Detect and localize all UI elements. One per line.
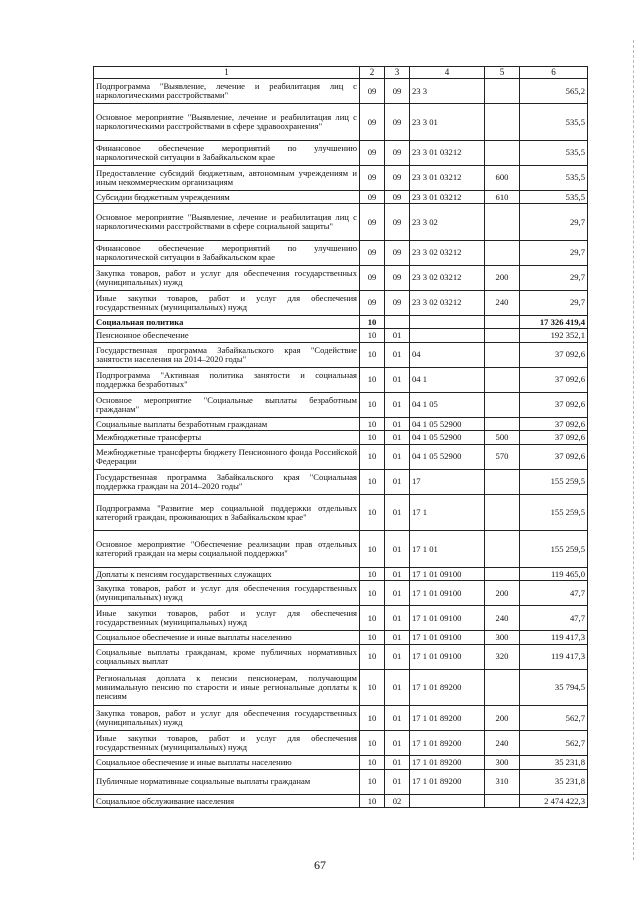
section-code-cell: 10 <box>360 769 385 794</box>
item-name-cell: Основное мероприятие "Обеспечение реализации прав отдельных категорий граждан на меры социальной поддержки" <box>94 531 360 568</box>
amount-cell: 35 231,8 <box>520 769 588 794</box>
subsection-code-cell: 01 <box>385 731 410 756</box>
expense-type-cell <box>485 329 520 343</box>
table-row <box>94 140 588 165</box>
amount-cell: 37 092,6 <box>520 417 588 431</box>
amount-cell: 29,7 <box>520 290 588 315</box>
target-article-cell: 23 3 02 <box>410 204 485 241</box>
expense-type-cell <box>485 494 520 531</box>
target-article-cell: 17 1 01 09100 <box>410 567 485 581</box>
target-article-cell: 17 1 01 89200 <box>410 669 485 706</box>
expense-type-cell: 200 <box>485 581 520 606</box>
item-name-cell: Доплаты к пенсиям государственных служащих <box>94 567 360 581</box>
expense-type-cell <box>485 392 520 417</box>
expense-type-cell: 610 <box>485 190 520 204</box>
budget-table-body <box>94 67 588 808</box>
amount-cell: 535,5 <box>520 165 588 190</box>
target-article-cell: 17 1 01 <box>410 531 485 568</box>
section-code-cell: 10 <box>360 756 385 770</box>
item-name-cell: Финансовое обеспечение мероприятий по улучшению наркологической ситуации в Забайкальском крае <box>94 240 360 265</box>
item-name-cell: Финансовое обеспечение мероприятий по улучшению наркологической ситуации в Забайкальском крае <box>94 140 360 165</box>
item-name-cell: Закупка товаров, работ и услуг для обеспечения государственных (муниципальных) нужд <box>94 265 360 290</box>
section-code-cell: 10 <box>360 669 385 706</box>
page-number: 67 <box>314 858 326 872</box>
table-row <box>94 315 588 329</box>
expense-type-cell <box>485 417 520 431</box>
table-row <box>94 769 588 794</box>
target-article-cell: 04 1 05 52900 <box>410 417 485 431</box>
target-article-cell: 04 <box>410 342 485 367</box>
table-row <box>94 567 588 581</box>
amount-cell: 535,5 <box>520 104 588 141</box>
subsection-code-cell: 09 <box>385 104 410 141</box>
table-row <box>94 240 588 265</box>
subsection-code-cell: 01 <box>385 769 410 794</box>
section-code-cell: 10 <box>360 606 385 631</box>
expense-type-cell <box>485 367 520 392</box>
target-article-cell: 23 3 02 03212 <box>410 265 485 290</box>
amount-cell: 37 092,6 <box>520 367 588 392</box>
header-cell: 5 <box>485 67 520 79</box>
amount-cell: 37 092,6 <box>520 392 588 417</box>
amount-cell: 35 794,5 <box>520 669 588 706</box>
target-article-cell <box>410 315 485 329</box>
item-name-cell: Подпрограмма "Активная политика занятости и социальная поддержка безработных" <box>94 367 360 392</box>
expense-type-cell: 240 <box>485 606 520 631</box>
amount-cell: 562,7 <box>520 731 588 756</box>
target-article-cell: 04 1 05 <box>410 392 485 417</box>
item-name-cell: Основное мероприятие "Социальные выплаты безработным гражданам" <box>94 392 360 417</box>
item-name-cell: Социальное обеспечение и иные выплаты населению <box>94 631 360 645</box>
target-article-cell: 17 1 01 09100 <box>410 644 485 669</box>
section-code-cell: 10 <box>360 581 385 606</box>
item-name-cell: Иные закупки товаров, работ и услуг для обеспечения государственных (муниципальных) нужд <box>94 290 360 315</box>
table-row <box>94 367 588 392</box>
subsection-code-cell: 09 <box>385 290 410 315</box>
subsection-code-cell: 01 <box>385 567 410 581</box>
item-name-cell: Межбюджетные трансферты бюджету Пенсионного фонда Российской Федерации <box>94 444 360 469</box>
item-name-cell: Иные закупки товаров, работ и услуг для обеспечения государственных (муниципальных) нужд <box>94 606 360 631</box>
section-code-cell: 09 <box>360 240 385 265</box>
target-article-cell: 23 3 01 03212 <box>410 165 485 190</box>
subsection-code-cell: 01 <box>385 531 410 568</box>
amount-cell: 192 352,1 <box>520 329 588 343</box>
table-row <box>94 265 588 290</box>
section-code-cell: 09 <box>360 290 385 315</box>
target-article-cell: 23 3 01 03212 <box>410 140 485 165</box>
subsection-code-cell: 01 <box>385 417 410 431</box>
table-row <box>94 706 588 731</box>
target-article-cell: 23 3 01 03212 <box>410 190 485 204</box>
table-row <box>94 290 588 315</box>
subsection-code-cell: 01 <box>385 581 410 606</box>
subsection-code-cell: 09 <box>385 190 410 204</box>
subsection-code-cell: 01 <box>385 469 410 494</box>
table-row <box>94 531 588 568</box>
table-row <box>94 342 588 367</box>
amount-cell: 119 465,0 <box>520 567 588 581</box>
section-code-cell: 10 <box>360 367 385 392</box>
subsection-code-cell: 01 <box>385 494 410 531</box>
expense-type-cell: 320 <box>485 644 520 669</box>
item-name-cell: Социальное обслуживание населения <box>94 794 360 808</box>
table-row <box>94 669 588 706</box>
target-article-cell: 17 1 01 09100 <box>410 606 485 631</box>
amount-cell: 119 417,3 <box>520 631 588 645</box>
target-article-cell: 17 1 01 89200 <box>410 706 485 731</box>
section-code-cell: 09 <box>360 190 385 204</box>
section-code-cell: 10 <box>360 794 385 808</box>
amount-cell: 562,7 <box>520 706 588 731</box>
table-row <box>94 469 588 494</box>
table-row <box>94 392 588 417</box>
item-name-cell: Основное мероприятие "Выявление, лечение и реабилитация лиц с наркологическими расстройствами в сфере социальной защиты" <box>94 204 360 241</box>
expense-type-cell <box>485 140 520 165</box>
header-cell: 3 <box>385 67 410 79</box>
table-row <box>94 417 588 431</box>
section-code-cell: 10 <box>360 431 385 445</box>
amount-cell: 29,7 <box>520 204 588 241</box>
section-code-cell: 10 <box>360 567 385 581</box>
target-article-cell <box>410 794 485 808</box>
section-code-cell: 10 <box>360 731 385 756</box>
item-name-cell: Подпрограмма "Развитие мер социальной поддержки отдельных категорий граждан, проживающих в Забайкальском крае" <box>94 494 360 531</box>
table-row <box>94 644 588 669</box>
table-row <box>94 794 588 808</box>
subsection-code-cell: 01 <box>385 669 410 706</box>
section-code-cell: 10 <box>360 417 385 431</box>
table-row <box>94 79 588 104</box>
subsection-code-cell: 01 <box>385 756 410 770</box>
target-article-cell: 17 1 01 89200 <box>410 756 485 770</box>
amount-cell: 35 231,8 <box>520 756 588 770</box>
amount-cell: 29,7 <box>520 240 588 265</box>
section-code-cell: 10 <box>360 392 385 417</box>
item-name-cell: Государственная программа Забайкальского края "Социальная поддержка граждан на 2014–2020 годы" <box>94 469 360 494</box>
subsection-code-cell: 01 <box>385 706 410 731</box>
item-name-cell: Иные закупки товаров, работ и услуг для обеспечения государственных (муниципальных) нужд <box>94 731 360 756</box>
item-name-cell: Основное мероприятие "Выявление, лечение и реабилитация лиц с наркологическими расстройствами в сфере здравоохранения" <box>94 104 360 141</box>
subsection-code-cell <box>385 315 410 329</box>
table-row <box>94 581 588 606</box>
expense-type-cell <box>485 315 520 329</box>
subsection-code-cell: 09 <box>385 204 410 241</box>
section-code-cell: 10 <box>360 531 385 568</box>
amount-cell: 37 092,6 <box>520 342 588 367</box>
subsection-code-cell: 01 <box>385 444 410 469</box>
item-name-cell: Региональная доплата к пенсии пенсионерам, получающим минимальную пенсию по старости и иные региональные доплаты к пенсиям <box>94 669 360 706</box>
subsection-code-cell: 01 <box>385 367 410 392</box>
item-name-cell: Социальные выплаты гражданам, кроме публичных нормативных социальных выплат <box>94 644 360 669</box>
expense-type-cell: 300 <box>485 756 520 770</box>
item-name-cell: Предоставление субсидий бюджетным, автономным учреждениям и иным некоммерческим организациям <box>94 165 360 190</box>
section-code-cell: 09 <box>360 104 385 141</box>
target-article-cell: 17 1 01 89200 <box>410 731 485 756</box>
subsection-code-cell: 09 <box>385 79 410 104</box>
target-article-cell: 23 3 <box>410 79 485 104</box>
item-name-cell: Публичные нормативные социальные выплаты гражданам <box>94 769 360 794</box>
expense-type-cell <box>485 104 520 141</box>
subsection-code-cell: 09 <box>385 165 410 190</box>
item-name-cell: Социальные выплаты безработным гражданам <box>94 417 360 431</box>
expense-type-cell: 600 <box>485 165 520 190</box>
expense-type-cell <box>485 204 520 241</box>
section-code-cell: 10 <box>360 315 385 329</box>
amount-cell: 29,7 <box>520 265 588 290</box>
table-row <box>94 204 588 241</box>
table-row <box>94 494 588 531</box>
subsection-code-cell: 01 <box>385 342 410 367</box>
amount-cell: 47,7 <box>520 581 588 606</box>
amount-cell: 155 259,5 <box>520 469 588 494</box>
item-name-cell: Подпрограмма "Выявление, лечение и реабилитация лиц с наркологическими расстройствами" <box>94 79 360 104</box>
table-row <box>94 444 588 469</box>
expense-type-cell: 240 <box>485 731 520 756</box>
item-name-cell: Социальная политика <box>94 315 360 329</box>
item-name-cell: Государственная программа Забайкальского края "Содействие занятости населения на 2014–2020 годы" <box>94 342 360 367</box>
expense-type-cell: 310 <box>485 769 520 794</box>
target-article-cell: 17 1 01 89200 <box>410 769 485 794</box>
item-name-cell: Социальное обеспечение и иные выплаты населению <box>94 756 360 770</box>
subsection-code-cell: 01 <box>385 392 410 417</box>
item-name-cell: Межбюджетные трансферты <box>94 431 360 445</box>
amount-cell: 37 092,6 <box>520 431 588 445</box>
item-name-cell: Закупка товаров, работ и услуг для обеспечения государственных (муниципальных) нужд <box>94 706 360 731</box>
amount-cell: 37 092,6 <box>520 444 588 469</box>
item-name-cell: Пенсионное обеспечение <box>94 329 360 343</box>
table-row <box>94 104 588 141</box>
section-code-cell: 10 <box>360 329 385 343</box>
target-article-cell: 17 1 <box>410 494 485 531</box>
target-article-cell: 17 1 01 09100 <box>410 581 485 606</box>
item-name-cell: Закупка товаров, работ и услуг для обеспечения государственных (муниципальных) нужд <box>94 581 360 606</box>
amount-cell: 565,2 <box>520 79 588 104</box>
subsection-code-cell: 09 <box>385 265 410 290</box>
subsection-code-cell: 09 <box>385 140 410 165</box>
header-cell: 2 <box>360 67 385 79</box>
subsection-code-cell: 09 <box>385 240 410 265</box>
header-cell: 6 <box>520 67 588 79</box>
expense-type-cell: 500 <box>485 431 520 445</box>
expense-type-cell <box>485 79 520 104</box>
section-code-cell: 10 <box>360 444 385 469</box>
section-code-cell: 10 <box>360 494 385 531</box>
subsection-code-cell: 01 <box>385 644 410 669</box>
amount-cell: 2 474 422,3 <box>520 794 588 808</box>
budget-table <box>93 66 588 808</box>
amount-cell: 17 326 419,4 <box>520 315 588 329</box>
section-code-cell: 09 <box>360 79 385 104</box>
item-name-cell: Субсидии бюджетным учреждениям <box>94 190 360 204</box>
amount-cell: 155 259,5 <box>520 494 588 531</box>
header-cell: 4 <box>410 67 485 79</box>
expense-type-cell: 240 <box>485 290 520 315</box>
expense-type-cell <box>485 342 520 367</box>
target-article-cell: 04 1 05 52900 <box>410 431 485 445</box>
subsection-code-cell: 01 <box>385 606 410 631</box>
section-code-cell: 10 <box>360 644 385 669</box>
expense-type-cell: 300 <box>485 631 520 645</box>
table-row <box>94 606 588 631</box>
table-row <box>94 329 588 343</box>
table-row <box>94 756 588 770</box>
target-article-cell: 23 3 02 03212 <box>410 290 485 315</box>
section-code-cell: 10 <box>360 342 385 367</box>
amount-cell: 535,5 <box>520 140 588 165</box>
expense-type-cell <box>485 567 520 581</box>
section-code-cell: 10 <box>360 706 385 731</box>
section-code-cell: 10 <box>360 469 385 494</box>
table-row <box>94 431 588 445</box>
subsection-code-cell: 02 <box>385 794 410 808</box>
target-article-cell: 23 3 02 03212 <box>410 240 485 265</box>
expense-type-cell <box>485 240 520 265</box>
expense-type-cell <box>485 669 520 706</box>
scan-edge-line <box>632 40 634 860</box>
table-header-row <box>94 67 588 79</box>
subsection-code-cell: 01 <box>385 431 410 445</box>
amount-cell: 535,5 <box>520 190 588 204</box>
target-article-cell: 04 1 <box>410 367 485 392</box>
amount-cell: 47,7 <box>520 606 588 631</box>
section-code-cell: 09 <box>360 204 385 241</box>
target-article-cell: 17 1 01 09100 <box>410 631 485 645</box>
table-row <box>94 731 588 756</box>
section-code-cell: 09 <box>360 265 385 290</box>
expense-type-cell <box>485 794 520 808</box>
subsection-code-cell: 01 <box>385 329 410 343</box>
section-code-cell: 09 <box>360 140 385 165</box>
expense-type-cell: 200 <box>485 706 520 731</box>
expense-type-cell <box>485 469 520 494</box>
target-article-cell: 23 3 01 <box>410 104 485 141</box>
section-code-cell: 10 <box>360 631 385 645</box>
expense-type-cell: 570 <box>485 444 520 469</box>
target-article-cell: 04 1 05 52900 <box>410 444 485 469</box>
subsection-code-cell: 01 <box>385 631 410 645</box>
target-article-cell: 17 <box>410 469 485 494</box>
expense-type-cell <box>485 531 520 568</box>
expense-type-cell: 200 <box>485 265 520 290</box>
amount-cell: 119 417,3 <box>520 644 588 669</box>
section-code-cell: 09 <box>360 165 385 190</box>
amount-cell: 155 259,5 <box>520 531 588 568</box>
target-article-cell <box>410 329 485 343</box>
header-cell: 1 <box>94 67 360 79</box>
table-row <box>94 631 588 645</box>
table-row <box>94 165 588 190</box>
table-row <box>94 190 588 204</box>
